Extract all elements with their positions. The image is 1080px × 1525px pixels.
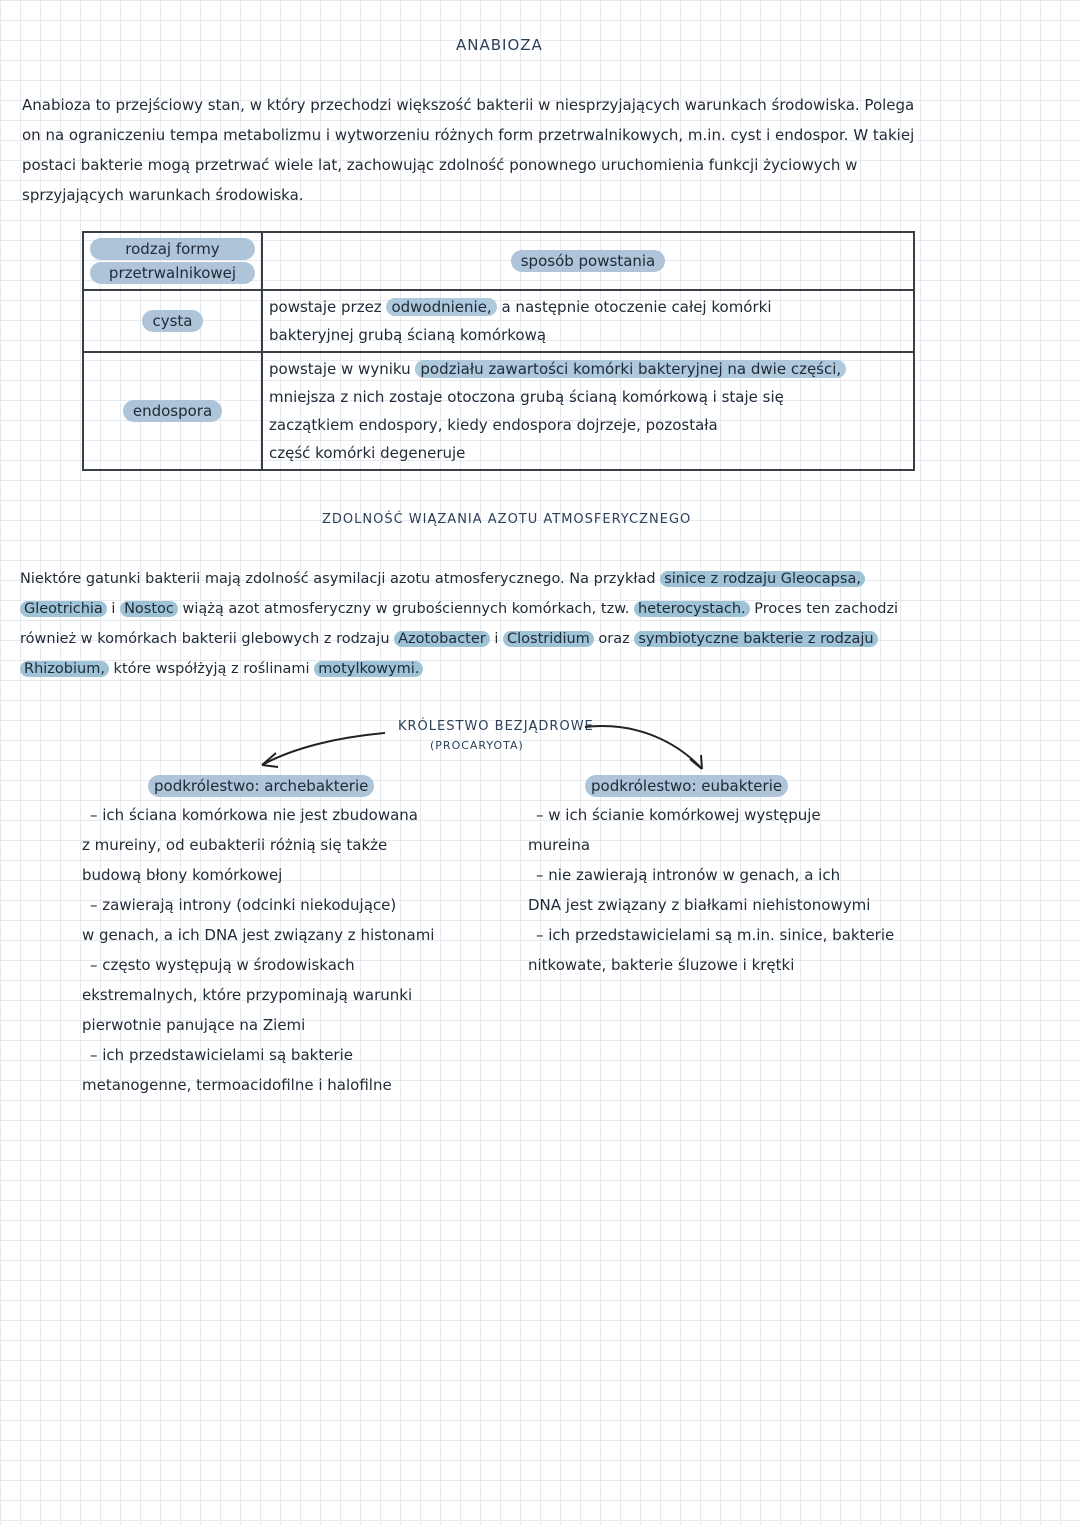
intro-line: Anabioza to przejściowy stan, w który przechodzi większość bakterii w niesprzyjających warunkach środowiska. Polega xyxy=(22,96,915,114)
eubact-list xyxy=(528,800,948,980)
para-line xyxy=(20,564,1070,594)
kingdom-title: KRÓLESTWO BEZJĄDROWE xyxy=(398,719,594,734)
highlight: Gleotrichia xyxy=(20,601,107,617)
highlight: heterocystach. xyxy=(634,601,750,617)
table-row xyxy=(83,290,914,352)
list-item: – zawierają introny (odcinki niekodujące) xyxy=(90,896,397,914)
header-label: przetrwalnikowej xyxy=(90,262,255,284)
list-item: nitkowate, bakterie śluzowe i krętki xyxy=(528,956,795,974)
list-item: – ich ściana komórkowa nie jest zbudowana xyxy=(90,806,418,824)
desc-line xyxy=(269,293,907,321)
archae-title-label: podkrólestwo: archebakterie xyxy=(148,775,374,797)
nitrogen-paragraph xyxy=(20,564,1070,684)
table-row xyxy=(83,352,914,470)
list-item: – ich przedstawicielami są bakterie xyxy=(90,1046,353,1064)
para-text: Niektóre gatunki bakterii mają zdolność asymilacji azotu atmosferycznego. Na przykład xyxy=(20,571,661,587)
list-item: mureina xyxy=(528,836,591,854)
desc-line: część komórki degeneruje xyxy=(269,444,466,462)
highlight: odwodnienie, xyxy=(386,298,496,316)
para-text: również w komórkach bakterii glebowych z rodzaju xyxy=(20,631,395,647)
highlight: motylkowymi. xyxy=(314,661,423,677)
kingdom-subtitle: (PROCARYOTA) xyxy=(430,739,524,752)
desc-line: mniejsza z nich zostaje otoczona grubą ścianą komórkową i staje się xyxy=(269,388,784,406)
para-text: Proces ten zachodzi xyxy=(749,601,899,617)
highlight: Azotobacter xyxy=(394,631,490,647)
page-title: ANABIOZA xyxy=(456,36,543,54)
row-desc-cell xyxy=(262,290,914,352)
highlight: podziału zawartości komórki bakteryjnej na dwie części, xyxy=(415,360,846,378)
section-title: ZDOLNOŚĆ WIĄZANIA AZOTU ATMOSFERYCZNEGO xyxy=(322,512,692,527)
highlight: Clostridium xyxy=(503,631,594,647)
form-name: endospora xyxy=(123,400,222,422)
list-item: w genach, a ich DNA jest związany z histonami xyxy=(82,926,435,944)
header-label: rodzaj formy xyxy=(90,238,255,260)
table-header-row xyxy=(83,232,914,290)
list-item: – nie zawierają intronów w genach, a ich xyxy=(536,866,841,884)
arrow-right xyxy=(585,726,702,769)
row-desc-cell xyxy=(262,352,914,470)
arrow-left xyxy=(262,733,385,765)
row-name-cell xyxy=(83,290,262,352)
para-line xyxy=(20,594,1070,624)
para-text: i xyxy=(489,631,503,647)
row-name-cell xyxy=(83,352,262,470)
para-line xyxy=(20,654,1070,684)
intro-line: on na ograniczeniu tempa metabolizmu i wytworzeniu różnych form przetrwalnikowych, m.in. cyst i endospor. W takiej xyxy=(22,126,915,144)
header-label: sposób powstania xyxy=(511,250,666,272)
para-text: wiążą azot atmosferyczny w grubościennych komórkach, tzw. xyxy=(177,601,634,617)
archae-title xyxy=(148,775,374,797)
header-form-type xyxy=(83,232,262,290)
para-text: oraz xyxy=(593,631,635,647)
eubact-title xyxy=(585,775,788,797)
para-text: które współżyją z roślinami xyxy=(108,661,315,677)
desc-line: bakteryjnej grubą ścianą komórkową xyxy=(269,326,547,344)
intro-paragraph xyxy=(22,90,1062,210)
list-item: budową błony komórkowej xyxy=(82,866,283,884)
list-item: metanogenne, termoacidofilne i halofilne xyxy=(82,1076,392,1094)
highlight: sinice z rodzaju Gleocapsa, xyxy=(660,571,865,587)
archae-list xyxy=(82,800,502,1100)
list-item: – często występują w środowiskach xyxy=(90,956,355,974)
desc-text: powstaje w wyniku xyxy=(269,360,416,378)
para-line xyxy=(20,624,1070,654)
list-item: – w ich ścianie komórkowej występuje xyxy=(536,806,821,824)
eubact-title-label: podkrólestwo: eubakterie xyxy=(585,775,788,797)
list-item: DNA jest związany z białkami niehistonowymi xyxy=(528,896,871,914)
desc-line: zaczątkiem endospory, kiedy endospora dojrzeje, pozostała xyxy=(269,416,718,434)
list-item: pierwotnie panujące na Ziemi xyxy=(82,1016,306,1034)
desc-text: powstaje przez xyxy=(269,298,387,316)
list-item: z mureiny, od eubakterii różnią się także xyxy=(82,836,388,854)
highlight: Rhizobium, xyxy=(20,661,109,677)
list-item: ekstremalnych, które przypominają warunki xyxy=(82,986,413,1004)
list-item: – ich przedstawicielami są m.in. sinice, bakterie xyxy=(536,926,895,944)
intro-line: postaci bakterie mogą przetrwać wiele lat, zachowując zdolność ponownego uruchomienia funkcji życiowych w xyxy=(22,156,858,174)
intro-line: sprzyjających warunkach środowiska. xyxy=(22,186,304,204)
header-origin xyxy=(262,232,914,290)
forms-table xyxy=(82,231,915,471)
highlight: Nostoc xyxy=(120,601,178,617)
para-text: i xyxy=(106,601,121,617)
form-name: cysta xyxy=(142,310,202,332)
highlight: symbiotyczne bakterie z rodzaju xyxy=(634,631,877,647)
desc-text: a następnie otoczenie całej komórki xyxy=(496,298,772,316)
desc-line xyxy=(269,355,907,383)
